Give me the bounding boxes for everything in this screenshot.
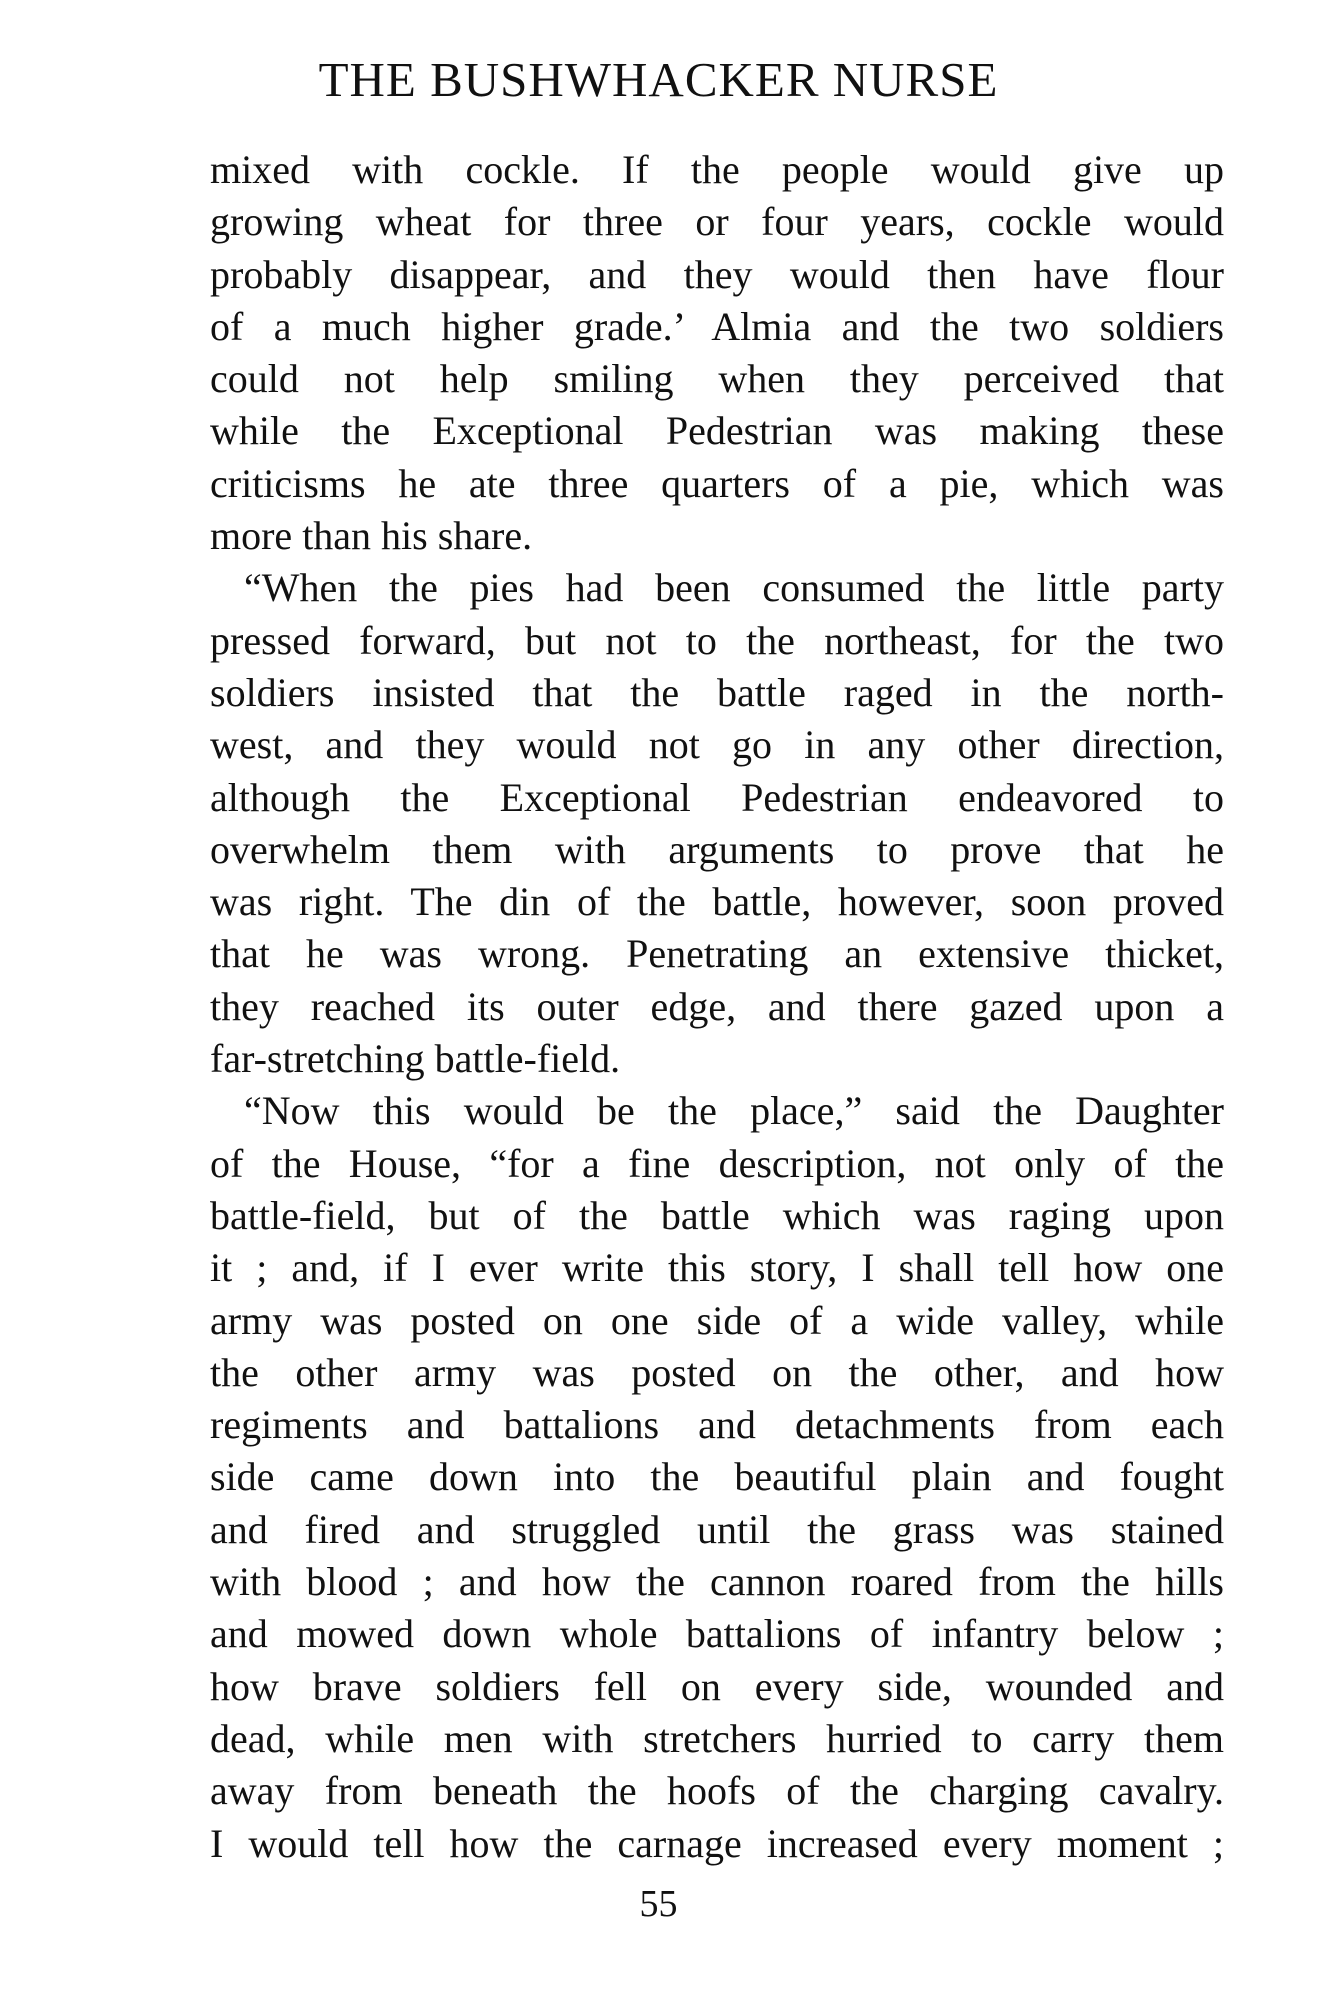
text-line: how brave soldiers fell on every side, wounded and [210,1663,1224,1709]
text-line: more than his share. [210,513,533,559]
text-line: battle-field, but of the battle which was raging upon [210,1192,1224,1238]
text-line: although the Exceptional Pedestrian endeavored to [210,774,1224,820]
text-line: and fired and struggled until the grass was stained [210,1506,1224,1552]
text-line: away from beneath the hoofs of the charging cavalry. [210,1768,1224,1814]
text-line: regiments and battalions and detachments from each [210,1402,1224,1448]
running-title: THE BUSHWHACKER NURSE [318,52,999,107]
text-line: west, and they would not go in any other direction, [210,722,1224,768]
text-line: pressed forward, but not to the northeast, for the two [210,617,1224,663]
text-line: criticisms he ate three quarters of a pie, which was [210,460,1224,506]
text-line: of a much higher grade.’ Almia and the two soldiers [210,303,1224,349]
text-line: soldiers insisted that the battle raged in the north- [210,669,1224,715]
text-line: dead, while men with stretchers hurried to carry them [210,1715,1224,1761]
text-line: could not help smiling when they perceived that [210,356,1224,402]
text-line: it ; and, if I ever write this story, I shall tell how one [210,1245,1224,1291]
text-line: they reached its outer edge, and there gazed upon a [210,983,1224,1029]
paragraph-3 [210,1085,1224,1869]
text-line: side came down into the beautiful plain and fought [210,1454,1224,1500]
text-line: the other army was posted on the other, and how [210,1349,1224,1395]
text-line: “Now this would be the place,” said the Daughter [244,1088,1224,1134]
text-line: probably disappear, and they would then have flour [210,251,1224,297]
paragraph-1 [210,144,1224,562]
text-line: of the House, “for a fine description, not only of the [210,1140,1224,1186]
text-line: army was posted on one side of a wide valley, while [210,1297,1224,1343]
text-line: that he was wrong. Penetrating an extensive thicket, [210,931,1224,977]
text-line: while the Exceptional Pedestrian was making these [210,408,1224,454]
text-line: mixed with cockle. If the people would give up [210,147,1224,192]
body-text [210,144,1224,1870]
text-line: I would tell how the carnage increased every moment ; [210,1820,1224,1866]
paragraph-2 [210,562,1224,1085]
page-number: 55 [639,1883,678,1925]
text-line: was right. The din of the battle, however, soon proved [210,879,1224,925]
text-line: growing wheat for three or four years, cockle would [210,199,1224,245]
text-line: with blood ; and how the cannon roared from the hills [210,1559,1224,1605]
text-line: “When the pies had been consumed the little party [244,565,1224,611]
text-line: overwhelm them with arguments to prove that he [210,826,1224,872]
text-line: and mowed down whole battalions of infantry below ; [210,1611,1224,1657]
text-line: far-stretching battle-field. [210,1036,621,1082]
